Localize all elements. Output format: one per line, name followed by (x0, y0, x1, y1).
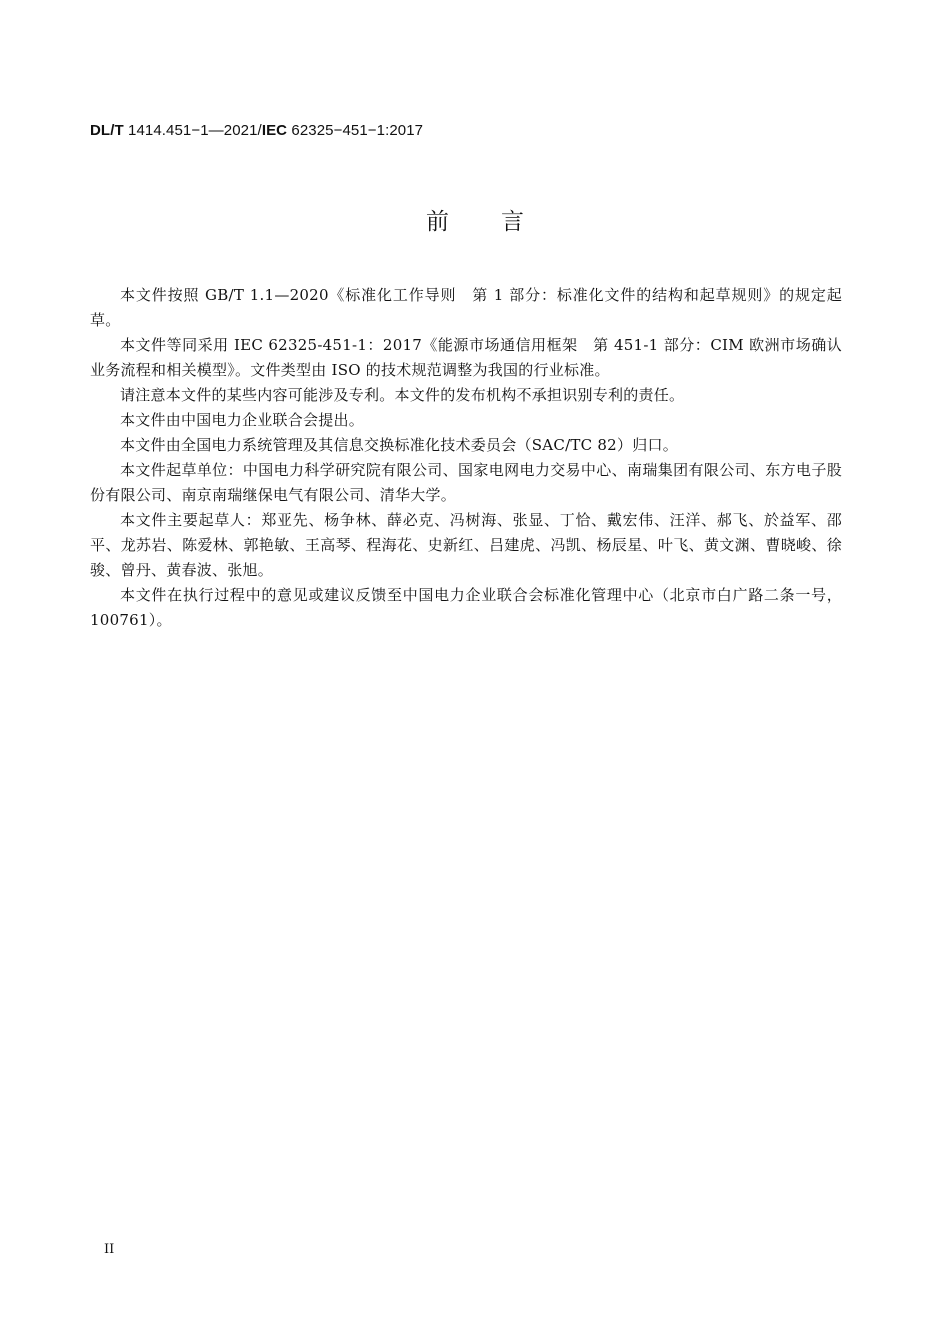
page-number: II (104, 1242, 115, 1257)
paragraph-drafting-units: 本文件起草单位：中国电力科学研究院有限公司、国家电网电力交易中心、南瑞集团有限公司、东方电子股份有限公司、南京南瑞继保电气有限公司、清华大学。 (90, 461, 842, 504)
paragraph-patent-notice: 请注意本文件的某些内容可能涉及专利。本文件的发布机构不承担识别专利的责任。 (120, 386, 685, 404)
paragraph-proposer: 本文件由中国电力企业联合会提出。 (120, 411, 365, 429)
standard-number: 1414.451−1—2021/ (123, 122, 262, 139)
foreword-body (90, 283, 842, 633)
iec-number: 62325−451−1:2017 (287, 122, 424, 139)
iec-prefix: IEC (261, 122, 288, 139)
paragraph-drafting-rules: 本文件按照 GB/T 1.1—2020《标准化工作导则 第 1 部分：标准化文件的结构和起草规则》的规定起草。 (90, 286, 842, 329)
paragraph-drafters: 本文件主要起草人：郑亚先、杨争林、薛必克、冯树海、张显、丁恰、戴宏伟、汪洋、郝飞、於益军、邵平、龙苏岩、陈爱林、郭艳敏、王高琴、程海花、史新红、吕建虎、冯凯、杨辰星、叶飞、黄文渊、曹晓峻、徐骏、曾丹、黄春波、张旭。 (90, 511, 842, 579)
paragraph-feedback: 本文件在执行过程中的意见或建议反馈至中国电力企业联合会标准化管理中心（北京市白广路二条一号，100761）。 (90, 586, 842, 629)
standard-prefix: DL/T (90, 122, 124, 139)
section-title: 前言 (426, 209, 576, 235)
paragraph-adoption: 本文件等同采用 IEC 62325-451-1：2017《能源市场通信用框架 第 451-1 部分：CIM 欧洲市场确认业务流程和相关模型》。文件类型由 ISO 的技术规范调整为我国的行业标准。 (90, 336, 842, 379)
standard-number-header (90, 122, 423, 139)
paragraph-committee: 本文件由全国电力系统管理及其信息交换标准化技术委员会（SAC/TC 82）归口。 (120, 436, 678, 454)
